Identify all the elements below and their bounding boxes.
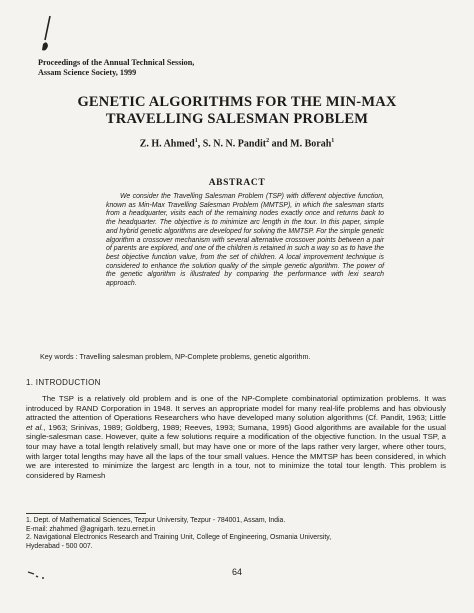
paper-title	[0, 94, 474, 128]
abstract-heading: ABSTRACT	[208, 178, 266, 188]
author-1: Z. H. Ahmed	[139, 138, 195, 150]
author-3: and M. Borah	[271, 138, 332, 150]
footnote-divider	[26, 513, 146, 514]
introduction-paragraph	[26, 394, 446, 480]
author-1-affiliation: 1	[194, 138, 198, 144]
intro-text-part-2: , 1963; Srinivas, 1989; Goldberg, 1989; Reeves, 1993; Sumana, 1995) Good algorithms are available for the usual single-salesman case. However, quite a few solutions require a modification of the objective function. In the usual TSP, a tour may have a total length relatively small, but may have one or more of the laps rather very larger, where other tours, with larger total lengths may have all the laps of the tour small values. Hence the MMTSP has been considered, in which we are interested to minimize the largest arc length in a tour, not to minimize the total tour length. This problem is considered by Ramesh	[26, 422, 446, 480]
keywords-label: Key words :	[40, 352, 78, 361]
author-list: Z. H. Ahmed$^1$, S. N. N. Pandit$^2$ and M. Borah$^1$	[139, 138, 335, 150]
footnote-1-email: E-mail: zhahmed @agnigarh. tezu.ernet.in	[26, 525, 156, 533]
abstract-text: We consider the Travelling Salesman Problem (TSP) with different objective function, known as Min-Max Travelling Salesman Problem (MMTSP), in which the salesman starts from a headquarter, visits each of the remaining nodes exactly once and returns back to the headquarter. The objective is to minimize arc length in the tour. In this paper, simple and hybrid genetic algorithms are developed for solving the MMTSP. For the simple genetic algorithm a crossover mechanism with several alternative crossover points between a pair of parents are explored, and one of the children is retained in such a way so as to have the best objective function value, from the set of children. A local improvement technique is considered to enhance the solution quality of the simple genetic algorithm. The power of the genetic algorithm is illustrated by comparing the performance with lexi search approach.	[106, 193, 384, 288]
footnote-2-address: Hyderabad - 500 007.	[26, 542, 93, 550]
section-heading-introduction: 1. INTRODUCTION	[26, 378, 101, 387]
page-number: 64	[231, 567, 242, 577]
author-3-affiliation: 1	[331, 138, 335, 144]
keywords-text: Travelling salesman problem, NP-Complete problems, genetic algorithm.	[79, 352, 311, 361]
footnote-2: 2. Navigational Electronics Research and Training Unit, College of Engineering, Osmania University,	[26, 534, 332, 542]
proceedings-header	[38, 58, 338, 78]
title-line-1: GENETIC ALGORITHMS FOR THE MIN-MAX	[77, 94, 397, 110]
keywords	[40, 352, 440, 361]
author-2-affiliation: 2	[266, 138, 270, 144]
ink-mark	[40, 14, 54, 58]
title-line-2: TRAVELLING SALESMAN PROBLEM	[105, 111, 369, 127]
intro-text-italic: et al.	[26, 422, 44, 432]
proceedings-line-2: Assam Science Society, 1999	[38, 68, 137, 77]
proceedings-line-1: Proceedings of the Annual Technical Session,	[38, 58, 195, 67]
author-2: S. N. N. Pandit	[202, 138, 267, 150]
intro-text-part-1: The TSP is a relatively old problem and is one of the NP-Complete combinatorial optimization problems. It was introduced by RAND Corporation in 1948. It serves an appropriate model for many real-life problems and has obviously attracted the attention of Operations Researchers who have developed many solution algorithms (Cf. Pandit, 1963; Little	[26, 394, 446, 423]
footnotes	[26, 517, 446, 551]
footnote-1: 1. Dept. of Mathematical Sciences, Tezpur University, Tezpur - 784001, Assam, India.	[26, 517, 286, 524]
